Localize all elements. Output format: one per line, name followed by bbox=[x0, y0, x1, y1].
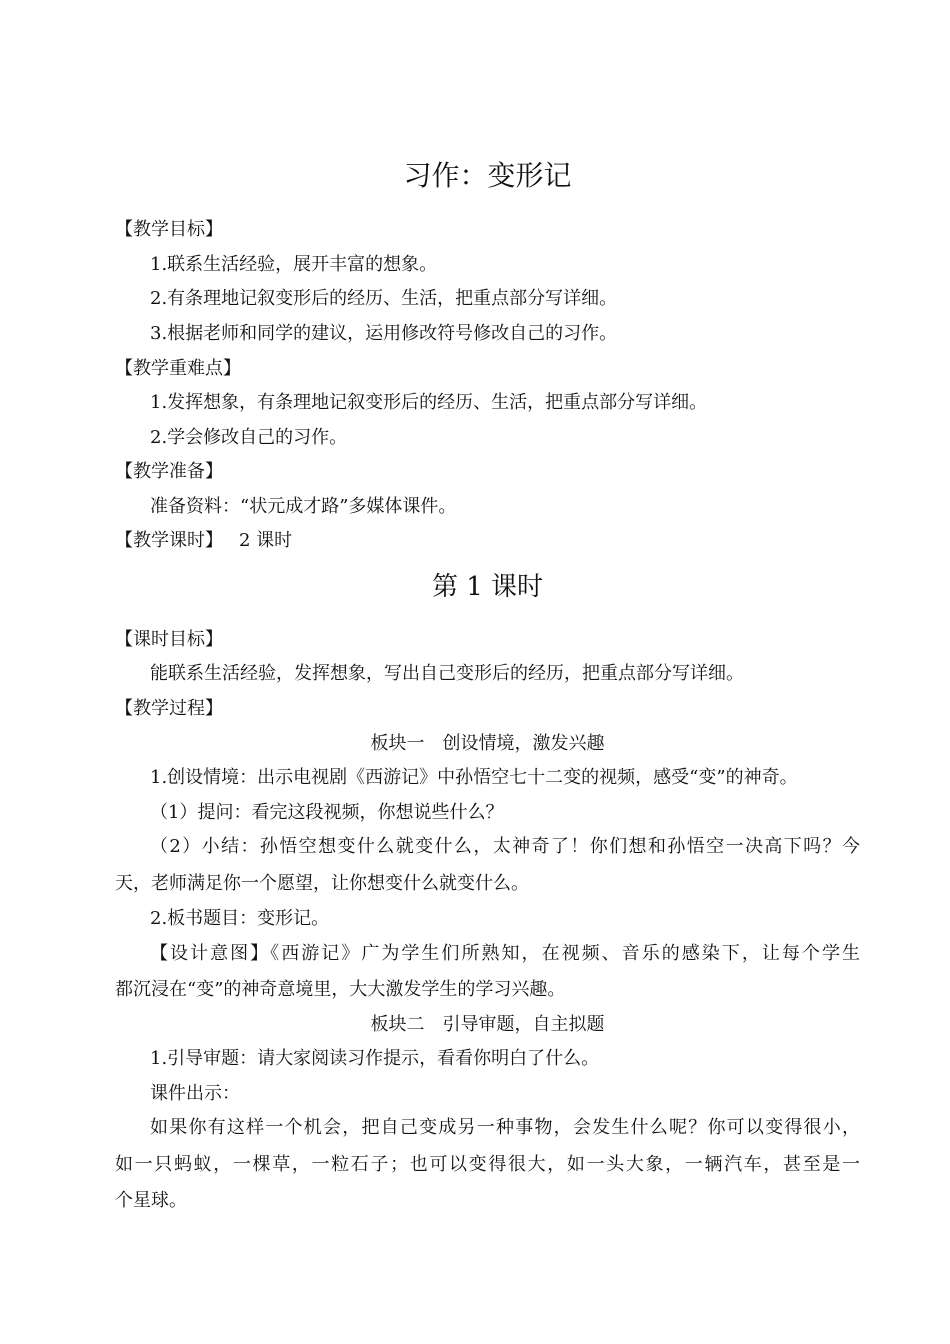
lesson-goal-text: 能联系生活经验，发挥想象，写出自己变形后的经历，把重点部分写详细。 bbox=[150, 663, 744, 684]
design-intent: 【设计意图】《西游记》广为学生们所熟知，在视频、音乐的感染下，让每个学生 bbox=[150, 943, 860, 964]
block2-paragraph: 1.引导审题：请大家阅读习作提示，看看你明白了什么。 bbox=[150, 1048, 600, 1069]
key-points-heading: 【教学重难点】 bbox=[115, 358, 241, 379]
preparation-heading: 【教学准备】 bbox=[115, 461, 223, 482]
hours-heading: 【教学课时】 bbox=[115, 530, 223, 551]
block1-paragraph: （1）提问：看完这段视频，你想说些什么？ bbox=[150, 802, 504, 823]
objective-item: 1.联系生活经验，展开丰富的想象。 bbox=[150, 254, 438, 275]
lesson-goal-heading: 【课时目标】 bbox=[115, 629, 223, 650]
block1-paragraph: （2）小结：孙悟空想变什么就变什么，太神奇了！你们想和孙悟空一决高下吗？今 bbox=[150, 836, 860, 857]
document-title: 习作：变形记 bbox=[403, 159, 572, 192]
block1-paragraph: 1.创设情境：出示电视剧《西游记》中孙悟空七十二变的视频，感受“变”的神奇。 bbox=[150, 767, 798, 788]
block2-paragraph: 个星球。 bbox=[115, 1190, 187, 1211]
block2-title: 板块二 引导审题，自主拟题 bbox=[370, 1014, 605, 1035]
block1-paragraph: 2.板书题目：变形记。 bbox=[150, 908, 330, 929]
objectives-heading: 【教学目标】 bbox=[115, 219, 223, 240]
block1-title: 板块一 创设情境，激发兴趣 bbox=[370, 733, 605, 754]
lesson-title: 第 1 课时 bbox=[431, 572, 544, 602]
hours-value: 2 课时 bbox=[239, 530, 293, 551]
design-intent: 都沉浸在“变”的神奇意境里，大大激发学生的学习兴趣。 bbox=[115, 979, 566, 1000]
objective-item: 2.有条理地记叙变形后的经历、生活，把重点部分写详细。 bbox=[150, 288, 618, 309]
block1-paragraph: 天，老师满足你一个愿望，让你想变什么就变什么。 bbox=[115, 873, 529, 894]
block2-paragraph: 如一只蚂蚁，一棵草，一粒石子；也可以变得很大，如一头大象，一辆汽车，甚至是一 bbox=[115, 1154, 860, 1175]
block2-paragraph: 如果你有这样一个机会，把自己变成另一种事物，会发生什么呢？你可以变得很小， bbox=[150, 1117, 860, 1138]
key-point-item: 1.发挥想象，有条理地记叙变形后的经历、生活，把重点部分写详细。 bbox=[150, 392, 708, 413]
preparation-text: 准备资料：“状元成才路”多媒体课件。 bbox=[150, 496, 457, 517]
objective-item: 3.根据老师和同学的建议，运用修改符号修改自己的习作。 bbox=[150, 323, 618, 344]
key-point-item: 2.学会修改自己的习作。 bbox=[150, 427, 348, 448]
block2-paragraph: 课件出示： bbox=[150, 1083, 240, 1104]
hours-row bbox=[115, 528, 860, 554]
process-heading: 【教学过程】 bbox=[115, 698, 223, 719]
